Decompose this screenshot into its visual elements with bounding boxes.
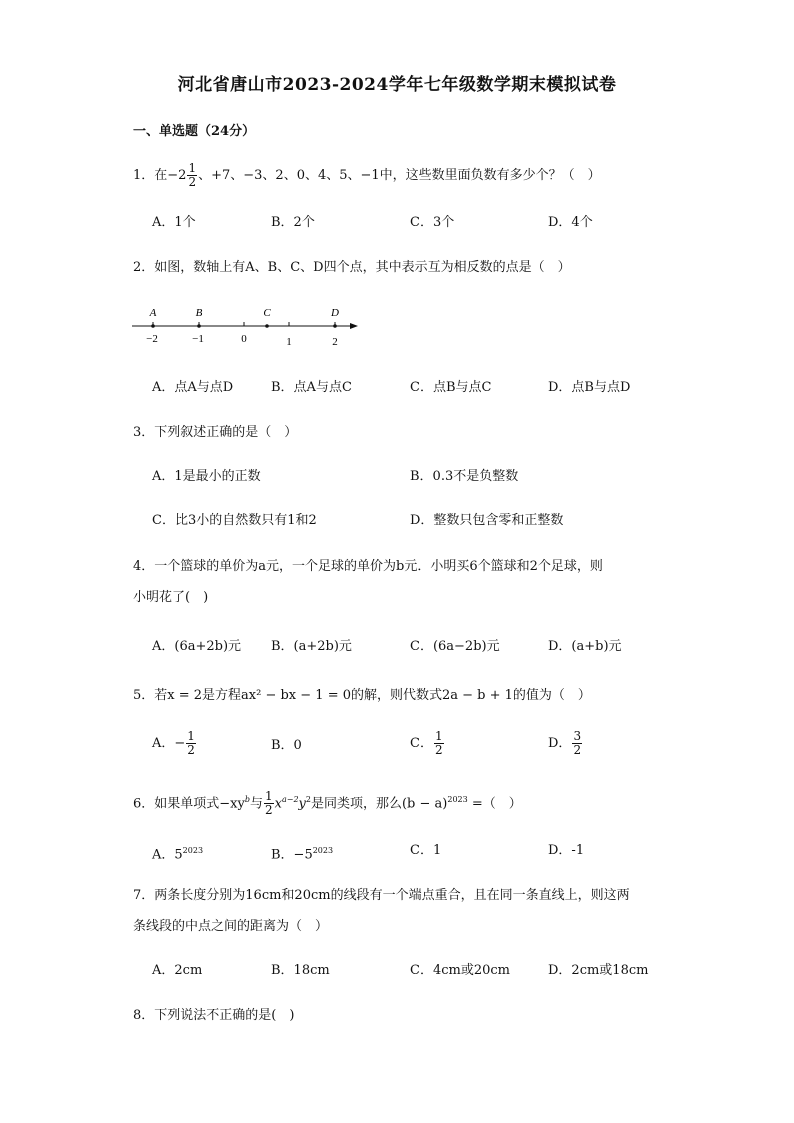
q6-frac-num: 1 bbox=[264, 789, 273, 804]
q4-option-d[interactable]: D．(a+b)元 bbox=[548, 639, 622, 654]
q4-option-b[interactable]: B．(a+2b)元 bbox=[271, 639, 352, 654]
q6-mid: 与 bbox=[249, 796, 263, 812]
point-a-label: A bbox=[149, 307, 157, 319]
q3-option-a[interactable]: A．1是最小的正数 bbox=[152, 469, 261, 484]
q1-prefix: 1．在 bbox=[133, 168, 168, 183]
point-c-dot bbox=[265, 324, 269, 328]
tick-label-neg1: −1 bbox=[192, 333, 204, 345]
q6-sup4: 2023 bbox=[447, 795, 468, 804]
q6-sup2: a−2 bbox=[281, 795, 299, 804]
point-a-dot bbox=[151, 324, 155, 328]
q5-d-num: 3 bbox=[573, 729, 582, 743]
q6-option-b[interactable] bbox=[271, 841, 333, 865]
number-line-figure bbox=[128, 300, 368, 352]
q6-sup3: 2 bbox=[305, 795, 311, 804]
q6-y: y bbox=[298, 796, 306, 812]
q6-post: 是同类项，那么(b − a) bbox=[310, 796, 448, 812]
question-6 bbox=[133, 790, 522, 817]
question-7-line-2: 条线段的中点之间的距离为（ ） bbox=[133, 919, 329, 934]
q1-mixed-whole: −2 bbox=[167, 168, 187, 183]
q3-option-c[interactable]: C．比3小的自然数只有1和2 bbox=[152, 513, 317, 528]
q5-option-b[interactable]: B．0 bbox=[271, 738, 302, 753]
q2-option-b[interactable]: B．点A与点C bbox=[271, 380, 352, 395]
question-2: 2．如图，数轴上有A、B、C、D四个点，其中表示互为相反数的点是（ ） bbox=[133, 260, 571, 275]
question-4-line-1: 4．一个篮球的单价为a元，一个足球的单价为b元．小明买6个篮球和2个足球，则 bbox=[133, 559, 603, 574]
question-3: 3．下列叙述正确的是（ ） bbox=[133, 425, 298, 440]
q1-fraction bbox=[187, 162, 197, 189]
question-1 bbox=[133, 162, 601, 189]
page-title: 河北省唐山市2023-2024学年七年级数学期末模拟试卷 bbox=[177, 75, 617, 95]
q6-option-a-label: A．5 bbox=[152, 847, 183, 863]
q5-a-num: 1 bbox=[187, 729, 195, 743]
q6-fraction bbox=[264, 790, 274, 817]
q6-pre: 6．如果单项式−xy bbox=[133, 796, 245, 812]
q1-option-d[interactable]: D．4个 bbox=[548, 215, 593, 230]
q5-option-d[interactable] bbox=[548, 730, 583, 757]
q7-option-a[interactable]: A．2cm bbox=[152, 963, 203, 978]
q7-option-d[interactable]: D．2cm或18cm bbox=[548, 963, 649, 978]
q6-end: =（ ） bbox=[467, 796, 522, 812]
q7-option-c[interactable]: C．4cm或20cm bbox=[410, 963, 510, 978]
q1-frac-num: 1 bbox=[188, 161, 197, 175]
tick-label-0: 0 bbox=[241, 333, 247, 345]
q6-frac-den: 2 bbox=[264, 803, 273, 818]
q5-option-c[interactable] bbox=[410, 730, 445, 757]
q5-d-den: 2 bbox=[573, 743, 582, 757]
question-8: 8．下列说法不正确的是( ) bbox=[133, 1008, 295, 1023]
q1-option-b[interactable]: B．2个 bbox=[271, 215, 315, 230]
q6-option-a-sup: 2023 bbox=[182, 846, 204, 855]
q6-sup1: b bbox=[244, 795, 250, 804]
q1-option-c[interactable]: C．3个 bbox=[410, 215, 455, 230]
q5-option-c-label: C． bbox=[410, 736, 433, 751]
q6-option-b-label: B．−5 bbox=[271, 847, 313, 863]
q5-option-a[interactable] bbox=[152, 730, 197, 757]
q2-option-d[interactable]: D．点B与点D bbox=[548, 380, 631, 395]
q6-option-a[interactable] bbox=[152, 841, 203, 865]
q1-frac-den: 2 bbox=[188, 175, 197, 189]
q1-option-a[interactable]: A．1个 bbox=[152, 215, 196, 230]
q5-c-den: 2 bbox=[434, 743, 443, 757]
q6-x: x bbox=[274, 796, 282, 812]
q5-option-a-label: A． bbox=[152, 736, 175, 751]
tick-label-1: 1 bbox=[286, 336, 292, 348]
q6-option-d[interactable]: D．-1 bbox=[548, 843, 585, 858]
tick-label-2: 2 bbox=[332, 336, 338, 348]
q3-option-b[interactable]: B．0.3不是负整数 bbox=[410, 469, 519, 484]
q6-option-b-sup: 2023 bbox=[312, 846, 334, 855]
q4-option-c[interactable]: C．(6a−2b)元 bbox=[410, 639, 500, 654]
point-c-label: C bbox=[263, 307, 271, 319]
q5-a-den: 2 bbox=[187, 743, 195, 757]
q7-option-b[interactable]: B．18cm bbox=[271, 963, 330, 978]
point-b-label: B bbox=[195, 307, 203, 319]
point-d-dot bbox=[333, 324, 337, 328]
q5-option-c-fraction bbox=[434, 730, 444, 757]
axis-arrow bbox=[350, 323, 358, 329]
q2-option-c[interactable]: C．点B与点C bbox=[410, 380, 492, 395]
point-d-label: D bbox=[331, 307, 339, 319]
q5-option-a-fraction bbox=[186, 730, 196, 757]
question-7-line-1: 7．两条长度分别为16cm和20cm的线段有一个端点重合，且在同一条直线上，则这两 bbox=[133, 888, 630, 903]
tick-label-neg2: −2 bbox=[146, 333, 158, 345]
question-5: 5．若x = 2是方程ax² − bx − 1 = 0的解，则代数式2a − b + 1的值为（ ） bbox=[133, 688, 591, 703]
q6-option-c[interactable]: C．1 bbox=[410, 843, 442, 858]
q4-option-a[interactable]: A．(6a+2b)元 bbox=[152, 639, 242, 654]
q1-rest: 、+7、−3、2、0、4、5、−1中，这些数里面负数有多少个？（ ） bbox=[198, 168, 601, 183]
q3-option-d[interactable]: D．整数只包含零和正整数 bbox=[410, 513, 564, 528]
question-4-line-2: 小明花了( ) bbox=[133, 590, 209, 605]
q5-option-d-label: D． bbox=[548, 736, 572, 751]
point-b-dot bbox=[197, 324, 201, 328]
section-heading: 一、单选题（24分） bbox=[133, 124, 256, 139]
q2-option-a[interactable]: A．点A与点D bbox=[152, 380, 234, 395]
q5-c-num: 1 bbox=[434, 729, 443, 743]
q5-option-d-fraction bbox=[572, 730, 582, 757]
q5-option-a-sign: − bbox=[174, 736, 186, 751]
